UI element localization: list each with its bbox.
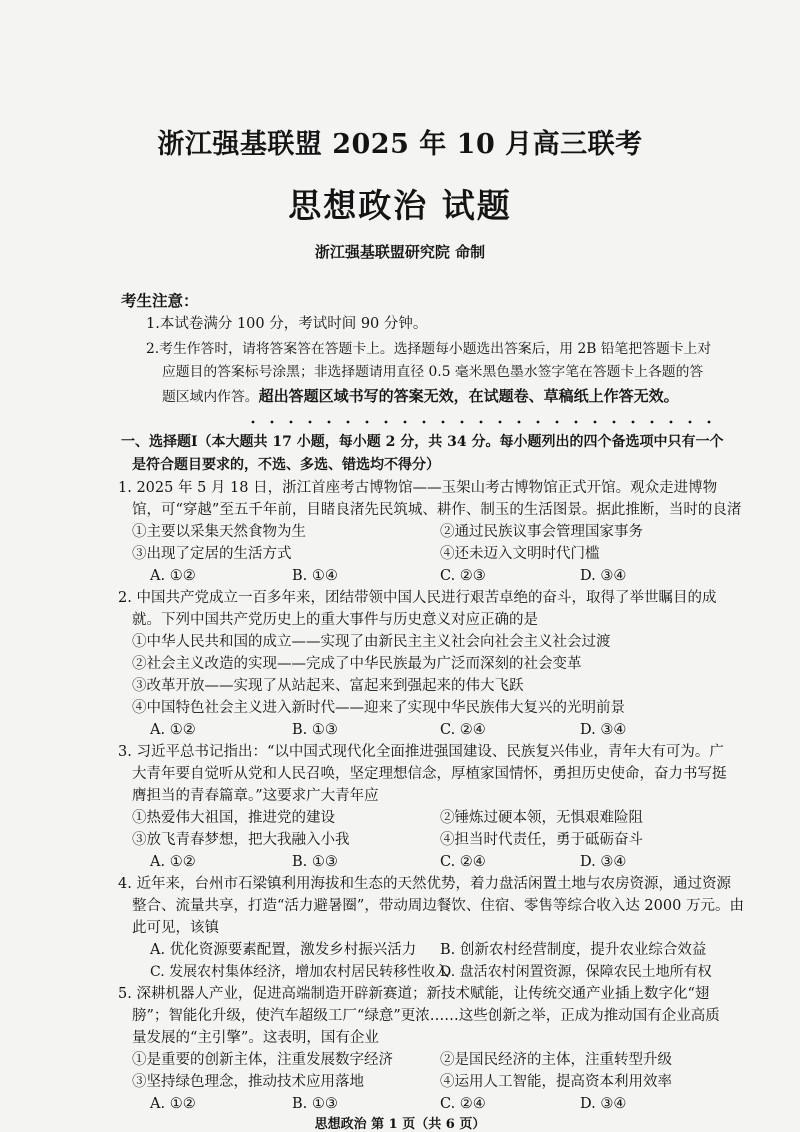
- section-heading-line-2: 是符合题目要求的，不选、多选、错选均不得分）: [132, 457, 440, 473]
- q2-option-b: B. ①③: [292, 722, 338, 738]
- q4-stem-line-2: 整合、流量共享，打造“活力避暑圈”，带动周边餐饮、住宿、零售等综合收入达 2000 万元。由: [132, 898, 744, 914]
- issuer: 浙江强基联盟研究院 命制: [314, 243, 486, 261]
- q5-option-d: D. ③④: [580, 1096, 627, 1112]
- q2-statement-3: ③改革开放——实现了从站起来、富起来到强起来的伟大飞跃: [132, 678, 524, 694]
- exam-title: 浙江强基联盟 2025 年 10 月高三联考: [157, 129, 643, 160]
- q4-stem-line-3: 此可见，该镇: [132, 920, 219, 936]
- q3-statement-3: ③放飞青春梦想，把大我融入小我: [132, 832, 350, 848]
- notice-item-2-emphasis: 超出答题区域书写的答案无效，在试题卷、草稿纸上作答无效。: [258, 387, 679, 405]
- q2-stem-line-1: 2. 中国共产党成立一百多年来，团结带领中国人民进行艰苦卓绝的奋斗，取得了举世瞩目的成: [118, 590, 717, 606]
- q1-statement-1: ①主要以采集天然食物为生: [132, 524, 306, 540]
- q5-stem-line-3: 量发展的“主引擎”。这表明，国有企业: [132, 1030, 379, 1046]
- notice-item-2-line-2: 应题目的答案标号涂黑；非选择题请用直径 0.5 毫米黑色墨水签字笔在答题卡上各题的答: [162, 364, 704, 380]
- q2-stem-line-2: 就。下列中国共产党历史上的重大事件与历史意义对应正确的是: [132, 612, 538, 628]
- subject-title: 思想政治 试题: [288, 186, 512, 225]
- q2-statement-4: ④中国特色社会主义进入新时代——迎来了实现中华民族伟大复兴的光明前景: [132, 700, 625, 716]
- q1-option-b: B. ①④: [292, 568, 338, 584]
- q3-option-c: C. ②④: [440, 854, 486, 870]
- q5-stem-line-2: 膀”；智能化升级，使汽车超级工厂“绿意”更浓……这些创新之举，正成为推动国有企业高质: [132, 1008, 720, 1024]
- q2-option-a: A. ①②: [150, 722, 196, 738]
- q4-stem-line-1: 4. 近年来，台州市石梁镇利用海拔和生态的天然优势，着力盘活闲置土地与农房资源，通过资源: [118, 876, 731, 892]
- q2-statement-1: ①中华人民共和国的成立——实现了由新民主主义社会向社会主义社会过渡: [132, 634, 611, 650]
- q4-option-b: B. 创新农村经营制度，提升农业综合效益: [440, 942, 707, 958]
- page-footer: 思想政治 第 1 页（共 6 页）: [314, 1117, 486, 1132]
- q1-option-a: A. ①②: [150, 568, 196, 584]
- q4-option-d: D. 盘活农村闲置资源，保障农民土地所有权: [440, 964, 712, 980]
- notice-item-2-line-3: [162, 386, 679, 407]
- notice-heading: 考生注意：: [121, 291, 199, 310]
- q5-statement-2: ②是国民经济的主体，注重转型升级: [440, 1052, 672, 1068]
- q5-option-a: A. ①②: [150, 1096, 196, 1112]
- q3-stem-line-1: 3. 习近平总书记指出：“以中国式现代化全面推进强国建设、民族复兴伟业，青年大有可为。广: [118, 744, 724, 760]
- q1-stem-line-1: 1. 2025 年 5 月 18 日，浙江首座考古博物馆——玉架山考古博物馆正式开馆。观众走进博物: [118, 480, 718, 496]
- q5-statement-4: ④运用人工智能，提高资本利用效率: [440, 1074, 672, 1090]
- notice-item-2-line-1: 2.考生作答时，请将答案答在答题卡上。选择题每小题选出答案后，用 2B 铅笔把答题卡上对: [146, 341, 712, 357]
- q4-option-a: A. 优化资源要素配置，激发乡村振兴活力: [150, 942, 417, 958]
- emphasis-dots: [250, 420, 720, 424]
- section-heading-line-1: 一、选择题Ⅰ（本大题共 17 小题，每小题 2 分，共 34 分。每小题列出的四个备选项中只有一个: [121, 434, 724, 450]
- q3-option-d: D. ③④: [580, 854, 627, 870]
- q1-stem-line-2: 馆，可“穿越”至五千年前，目睹良渚先民筑城、耕作、制玉的生活图景。据此推断，当时的良渚: [132, 502, 742, 518]
- q3-stem-line-3: 膺担当的青春篇章。”这要求广大青年应: [132, 788, 379, 804]
- q2-option-d: D. ③④: [580, 722, 627, 738]
- q5-option-c: C. ②④: [440, 1096, 486, 1112]
- q5-statement-3: ③坚持绿色理念，推动技术应用落地: [132, 1074, 364, 1090]
- q1-option-c: C. ②③: [440, 568, 486, 584]
- q2-statement-2: ②社会主义改造的实现——完成了中华民族最为广泛而深刻的社会变革: [132, 656, 582, 672]
- q5-option-b: B. ①③: [292, 1096, 338, 1112]
- q3-statement-4: ④担当时代责任，勇于砥砺奋斗: [440, 832, 643, 848]
- notice-item-2-normal: 题区域内作答。: [162, 389, 259, 405]
- q5-statement-1: ①是重要的创新主体，注重发展数字经济: [132, 1052, 393, 1068]
- q1-option-d: D. ③④: [580, 568, 627, 584]
- notice-item-1: 1.本试卷满分 100 分，考试时间 90 分钟。: [146, 316, 428, 332]
- q3-option-a: A. ①②: [150, 854, 196, 870]
- q3-statement-1: ①热爱伟大祖国，推进党的建设: [132, 810, 335, 826]
- q3-statement-2: ②锤炼过硬本领，无惧艰难险阻: [440, 810, 643, 826]
- q4-option-c: C. 发展农村集体经济，增加农村居民转移性收入: [150, 964, 450, 980]
- q1-statement-3: ③出现了定居的生活方式: [132, 546, 292, 562]
- q2-option-c: C. ②④: [440, 722, 486, 738]
- q5-stem-line-1: 5. 深耕机器人产业，促进高端制造开辟新赛道；新技术赋能，让传统交通产业插上数字化“翅: [118, 986, 710, 1002]
- q3-stem-line-2: 大青年要自觉听从党和人民召唤，坚定理想信念，厚植家国情怀，勇担历史使命，奋力书写挺: [132, 766, 727, 782]
- q1-statement-2: ②通过民族议事会管理国家事务: [440, 524, 643, 540]
- q3-option-b: B. ①③: [292, 854, 338, 870]
- q1-statement-4: ④还未迈入文明时代门槛: [440, 546, 600, 562]
